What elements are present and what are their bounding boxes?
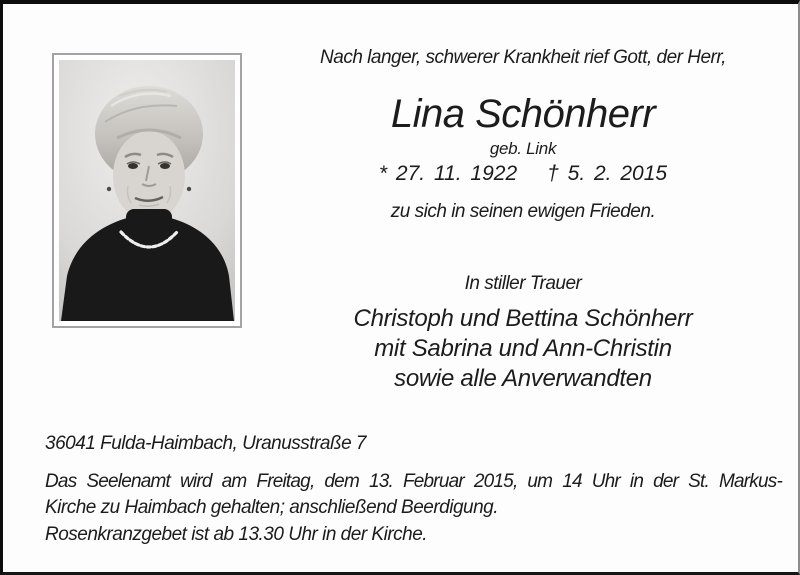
mourner-line: Christoph und Bettina Schönherr <box>353 305 693 332</box>
mourners-list <box>247 304 799 394</box>
portrait-photo <box>59 60 235 321</box>
birth-date: * 27. 11. 1922 <box>378 162 518 185</box>
service-info-line-1: Das Seelenamt wird am Freitag, dem 13. Februar 2015, um 14 Uhr in der St. Markus- <box>45 471 782 492</box>
mourner-line: mit Sabrina und Ann-Christin <box>374 335 672 362</box>
rosary-line: Rosenkranzgebet ist ab 13.30 Uhr in der Kirche. <box>45 524 428 545</box>
portrait-photo-frame <box>52 53 242 328</box>
address-line: 36041 Fulda-Haimbach, Uranusstraße 7 <box>45 433 367 454</box>
intro-line: Nach langer, schwerer Krankheit rief Gott, der Herr, <box>320 47 726 68</box>
mourner-line: sowie alle Anverwandten <box>394 365 652 392</box>
closing-line: zu sich in seinen ewigen Frieden. <box>390 201 656 222</box>
face <box>113 131 185 221</box>
life-dates <box>247 162 799 186</box>
death-date: † 5. 2. 2015 <box>547 162 668 185</box>
earring <box>107 187 111 191</box>
deceased-name: Lina Schönherr <box>390 92 656 136</box>
mourning-intro: In stiller Trauer <box>464 273 582 294</box>
service-info-line-2: Kirche zu Haimbach gehalten; anschließend Beerdigung. <box>45 497 499 518</box>
maiden-name: geb. Link <box>489 139 557 158</box>
eyes <box>128 163 138 169</box>
